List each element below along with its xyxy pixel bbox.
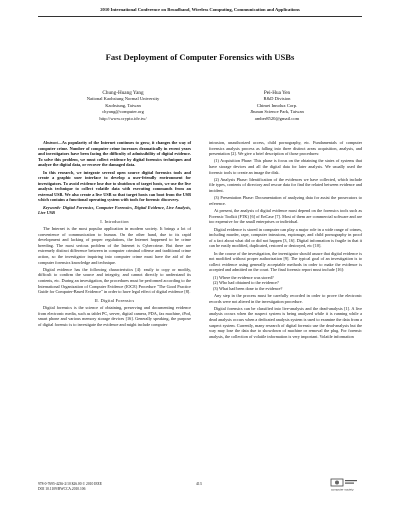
- question-list: [209, 275, 362, 292]
- phase-analysis: (2) Analysis Phase: Identification of the evidences we have collected, which include file types, contents of directory and rescue data for find the related between evidence and incident.: [209, 176, 362, 193]
- right-paragraph-6: Digital forensics can be classified into live-analysis and the dead-analysis [1]. A live analysis occurs when the suspect system is being analyzed while it is running while a dead analysis occurs when a dedicated analysis system is used to examine the data from a suspect system. Currently, many research of digital forensic use the dead-analysis but the way may lose the data due to showdown of machine or removal the plug. For forensic analysis, the collection of volatile information is very important. Volatile information: [209, 305, 362, 339]
- abstract-text: —As popularity of the Internet continues to grow, it changes the way of computer crime. Number of computer crime increases dramatically in recent years and investigators have been facing the difficulty of admissibility of digital evidence. To solve this problem, we must collect evidence by digital forensics techniques and analyze the digital data, or recover the damaged data.: [38, 140, 191, 168]
- computer-society-logo-icon: [330, 478, 358, 492]
- abstract-paragraph: [38, 140, 191, 168]
- question-item: (1) Where the evidence was stored?: [213, 274, 274, 280]
- right-paragraph-1: intrusion, unauthorized access, child pornography, etc. Fundamentals of computer forensics analysis process as falling into three distinct areas acquisition, analysis, and presentation [2]. We give a brief description of those procedures:: [209, 140, 362, 157]
- author-email[interactable]: amber8520@gmail.com: [254, 115, 300, 121]
- right-paragraph-2: At present, the analysis of digital evidence must depend on the forensics tools such as Forensic Toolkit (FTK) [6] of EnCase [7]. Most of them are commercial software and are too expensive for the small enterprises or individual.: [209, 208, 362, 225]
- footer-isbn: 978-0-7695-4236-2/10 $26.00 © 2010 IEEE: [38, 482, 102, 486]
- footer-identifiers: [38, 482, 102, 492]
- author-location: Jhunan Science Park, Taiwan: [250, 109, 304, 115]
- author-url[interactable]: http://www.crypto.idv.tw/: [99, 115, 147, 121]
- abstract-paragraph-2: In this research, we integrate several open source digital forensics tools and create a graphic user interface to develop a user-friendly environment for investigators. To avoid evidence lose due to shutdown of target hosts, we use the live analysis technique to collect volatile data with executing commands from an external USB. We also create a live USB so that target hosts can boot from the USB which contains a functional operating system with tools for forensic discovery.: [38, 169, 191, 203]
- right-column: [209, 140, 362, 341]
- question-item: (2) Who had obtained to the evidence?: [213, 280, 279, 286]
- right-paragraph-3: Digital evidence is stored in computer can play a major role in a wide range of crimes, including murder, rape, computer intrusions, espionage, and child pornography in proof of a fact about what did or did not happen [3, 16]. Digital information is fragile in that it can be easily modified, duplicated, restored or destroyed, etc [10].: [209, 226, 362, 249]
- logo-text: computer society: [331, 487, 354, 492]
- paper-title: Fast Deployment of Computer Forensics with USBs: [105, 52, 295, 62]
- author-name: Chung-Huang Yang: [102, 90, 144, 96]
- footer-doi: DOI 10.1109/BWCCA.2010.106: [38, 487, 86, 491]
- keywords-lead: Keywords-: [43, 204, 62, 210]
- keywords-paragraph: [38, 205, 191, 216]
- header-rule: [38, 16, 362, 17]
- right-paragraph-5: Any step in the process must be carefully recorded in order to prove the electronic records were not altered in the investigation procedure.: [209, 293, 362, 304]
- author-company: Chimei Innolux Corp.: [256, 102, 298, 108]
- keywords-text: Digital Forensics, Computer Forensics, Digital Evidence, Live Analysis, Live USB: [38, 204, 191, 216]
- digital-forensics-paragraph: Digital forensics is the science of obtaining, preserving and documenting evidence from electronic media, such as tablet PC, server, digital camera, PDA, fax machine, iPod, smart phone and various memory storage devices [16]. Generally speaking, the purpose of digital forensic is to investigate the evidence and might include computer: [38, 305, 191, 327]
- author-location: Kaohsiung, Taiwan: [105, 102, 141, 108]
- computer-society-logo: [330, 478, 358, 492]
- author-block-1: [58, 90, 188, 122]
- section-heading-introduction: I. Introduction: [100, 218, 129, 224]
- phase-presentation: (3) Presentation Phase: Documentation of analyzing data for assist the prosecutors to reference.: [209, 195, 362, 206]
- author-block-2: [212, 90, 342, 122]
- author-affiliation: R&D Division: [263, 96, 291, 102]
- page-number: 413: [196, 482, 202, 486]
- intro-paragraph-1: The Internet is the most popular application in modern society. It brings a lot of convenience of communication to human. On the other hand, due to its rapid development and lacking of proper regulations, the Internet happened to be crime breeding. The most serious problem of the Internet is Cybercrime. But there are extremely distinct difference between in computer criminal offense and traditional crime action, so the investigator inquiring into computer crime must have the aid of the computer forensics knowledge and technique.: [38, 226, 191, 265]
- question-item: (3) What had been done to the evidence?: [213, 285, 283, 291]
- author-email[interactable]: chyang@computer.org: [102, 109, 144, 115]
- left-column: [38, 140, 191, 329]
- abstract-lead: Abstract: [43, 140, 58, 145]
- section-heading-digital-forensics: II. Digital Forensics: [94, 297, 135, 303]
- right-paragraph-4: In the course of the investigation, the investigator should assure that digital evidence is not modified without proper authorization [9]. The typical goal of an investigation is to collect evidence using generally acceptable methods in order to make the evidence is accepted and admitted on the court. The final forensic report must include [16]:: [209, 250, 362, 273]
- conference-header: 2010 International Conference on Broadband, Wireless Computing, Communication and Applications: [100, 7, 300, 12]
- author-affiliation: National Kaohsiung Normal University: [86, 96, 160, 102]
- author-name: Pei-Hua Yen: [263, 90, 291, 96]
- intro-paragraph-2: Digital evidence has the following characteristics [4]: easily to copy or modify, difficult to confirm the source and integrity, and cannot directly to understand its contents, etc. During an investigation, the procedures must be performed according to the International Organization of Computer Evidence (IOCE) Procedure "The Good Practice Guide for Computer-Based Evidence" in order to have legal effect of digital evidence [8].: [38, 266, 191, 295]
- phase-acquisition: (1) Acquisition Phase: This phase is focus on the obtaining the states of systems that have storage devices and all the digital data for later analysis. We usually used the forensic tools to create an image the disk.: [209, 158, 362, 175]
